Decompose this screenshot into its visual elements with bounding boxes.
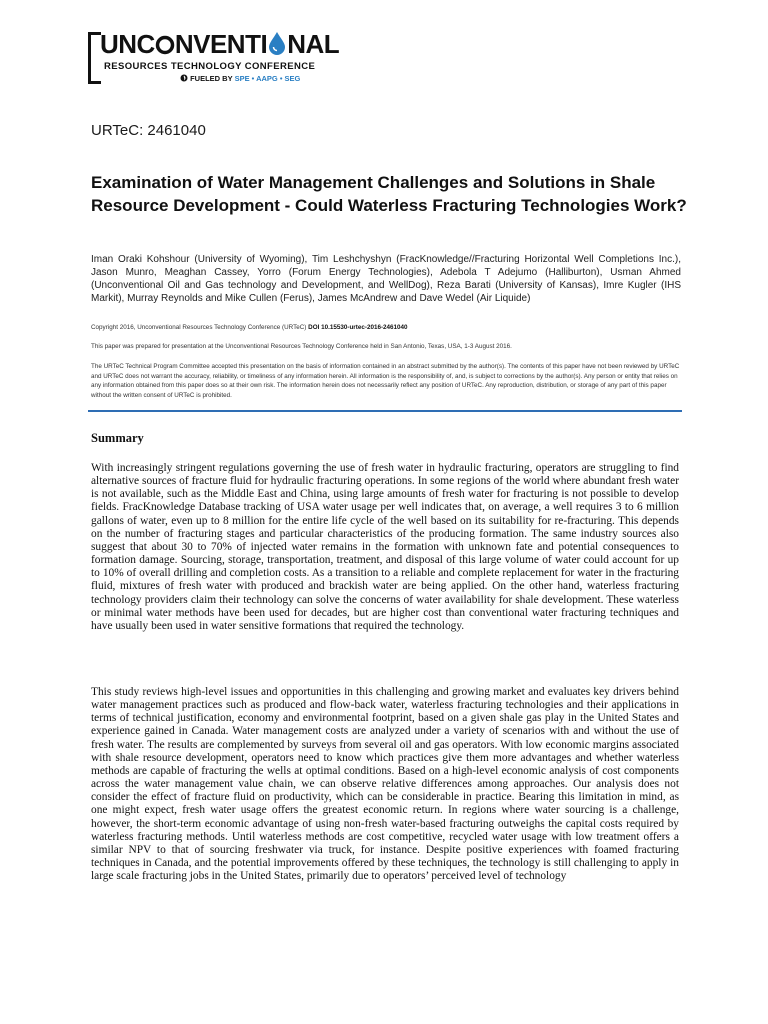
water-drop-icon [267, 31, 287, 55]
disclaimer: The URTeC Technical Program Committee accepted this presentation on the basis of information contained in an abstract submitted by the author(s). The contents of this paper have not been reviewed by URTeC and URTeC does not warrant the accuracy, reliability, or timeliness of any information herein. All information is the responsibility of, and, is subject to corrections by the author(s). Any person or entity that relies on any information obtained from this paper does so at their own risk. The information herein does not necessarily reflect any position of URTeC. Any reproduction, distribution, or storage of any part of this paper without the written consent of URTeC is prohibited. [91, 363, 680, 399]
logo-wordmark [100, 30, 339, 58]
summary-paragraph-2: This study reviews high-level issues and opportunities in this challenging and growing market and evaluates key drivers behind water management practices such as produced and flow-back water, waterless fracturing technologies and their applications in terms of technical justification, economy and environmental footprint, based on a given shale gas play in the United States and experience gained in Canada. Water management costs are analyzed under a variety of scenarios with and without the use of fresh water. The results are complemented by surveys from several oil and gas operators. With low economic margins associated with shale resource development, operators need to know which practices give them more advantages and whether waterless methods are capable of fracturing the wells at optimal conditions. Based on a high-level economic analysis of cost components across the water management value chain, we can observe relative differences among approaches. Our analysis does not consider the effect of fracture fluid on productivity, which can be considerable in practice. Bearing this limitation in mind, as one might expect, fresh water usage offers the greatest economic return. In regions where water sourcing is a challenge, however, the short-term economic advantage of using non-fresh water-based fracturing outweighs the capital costs required by waterless fracturing methods. Until waterless methods are cost competitive, recycled water usage with low treatment offers a similar NPV to that of sourcing freshwater via truck, for instance. Despite positive experiences with foamed fracturing techniques in Canada, and the potential improvements offered by these techniques, the technology is still challenging to apply in large scale fracturing jobs in the United States, primarily due to operators’ perceived level of technology [91, 686, 679, 883]
paper-id: URTeC: 2461040 [91, 122, 206, 139]
flame-icon [180, 74, 188, 82]
presentation-note: This paper was prepared for presentation at the Unconventional Resources Technology Conference held in San Antonio, Texas, USA, 1-3 August 2016. [91, 343, 512, 350]
logo-word-left: UNC [100, 29, 155, 59]
conference-logo [88, 28, 338, 84]
section-divider [88, 410, 682, 412]
logo-fueled-by [180, 74, 300, 83]
copyright-line [91, 323, 681, 333]
logo-subtitle: RESOURCES TECHNOLOGY CONFERENCE [104, 61, 316, 72]
logo-o-ring-icon [155, 33, 175, 55]
copyright-text: Copyright 2016, Unconventional Resources Technology Conference (URTeC) [91, 324, 307, 331]
fueled-orgs: SPE • AAPG • SEG [234, 74, 301, 83]
summary-paragraph-1: With increasingly stringent regulations governing the use of fresh water in hydraulic fracturing, operators are struggling to find alternative sources of fracture fluid for hydraulic fracturing operations. In some regions of the world where abundant fresh water is not available, such as the Middle East and China, using large amounts of fresh water for fracturing is not possible to develop fields. FracKnowledge Database tracking of USA water usage per well indicates that, on average, a well requires 3 to 6 million gallons of water, even up to 8 million for the entire life cycle of the well based on its suitability for re-fracturing. This depends on the number of fracturing stages and particular characteristics of the producing formation. The same industry sources also suggest that about 30 to 70% of injected water remains in the formation with unknown fate and potential consequences to formation damage. Sourcing, storage, transportation, treatment, and disposal of this large volume of water could account for up to 10% of overall drilling and completion costs. As a transition to a reliable and complete replacement for water in the fracturing fluid, mixtures of fresh water with produced and brackish water are being applied. On the other hand, waterless fracturing technology providers claim their technology can solve the concerns of water availability for shale development. These waterless or minimal water methods have been used for decades, but are higher cost than conventional water fracturing techniques and have usually been used in water sensitive formations that required the technology. [91, 462, 679, 632]
logo-word-right: NAL [287, 29, 340, 59]
doi-link[interactable]: DOI 10.15530-urtec-2016-2461040 [308, 324, 408, 331]
fueled-prefix: FUELED BY [190, 74, 233, 83]
paper-title: Examination of Water Management Challenges and Solutions in Shale Resource Development - Could Waterless Fracturing Technologies Work? [91, 173, 687, 215]
summary-heading: Summary [91, 431, 144, 445]
logo-word-mid: NVENTI [174, 29, 268, 59]
author-list: Iman Oraki Kohshour (University of Wyoming), Tim Leshchyshyn (FracKnowledge//Fracturing Horizontal Well Completions Inc.), Jason Munro, Meaghan Cassey, Yorro (Forum Energy Technologies), Adebola T Adejumo (Halliburton), Usman Ahmed (Unconventional Oil and Gas technology and Development, and WellDog), Reza Barati (University of Kansas), Imre Kugler (IHS Markit), Murray Reynolds and Mike Cullen (Ferus), James McAndrew and Dave Wedel (Air Liquide) [91, 254, 681, 304]
